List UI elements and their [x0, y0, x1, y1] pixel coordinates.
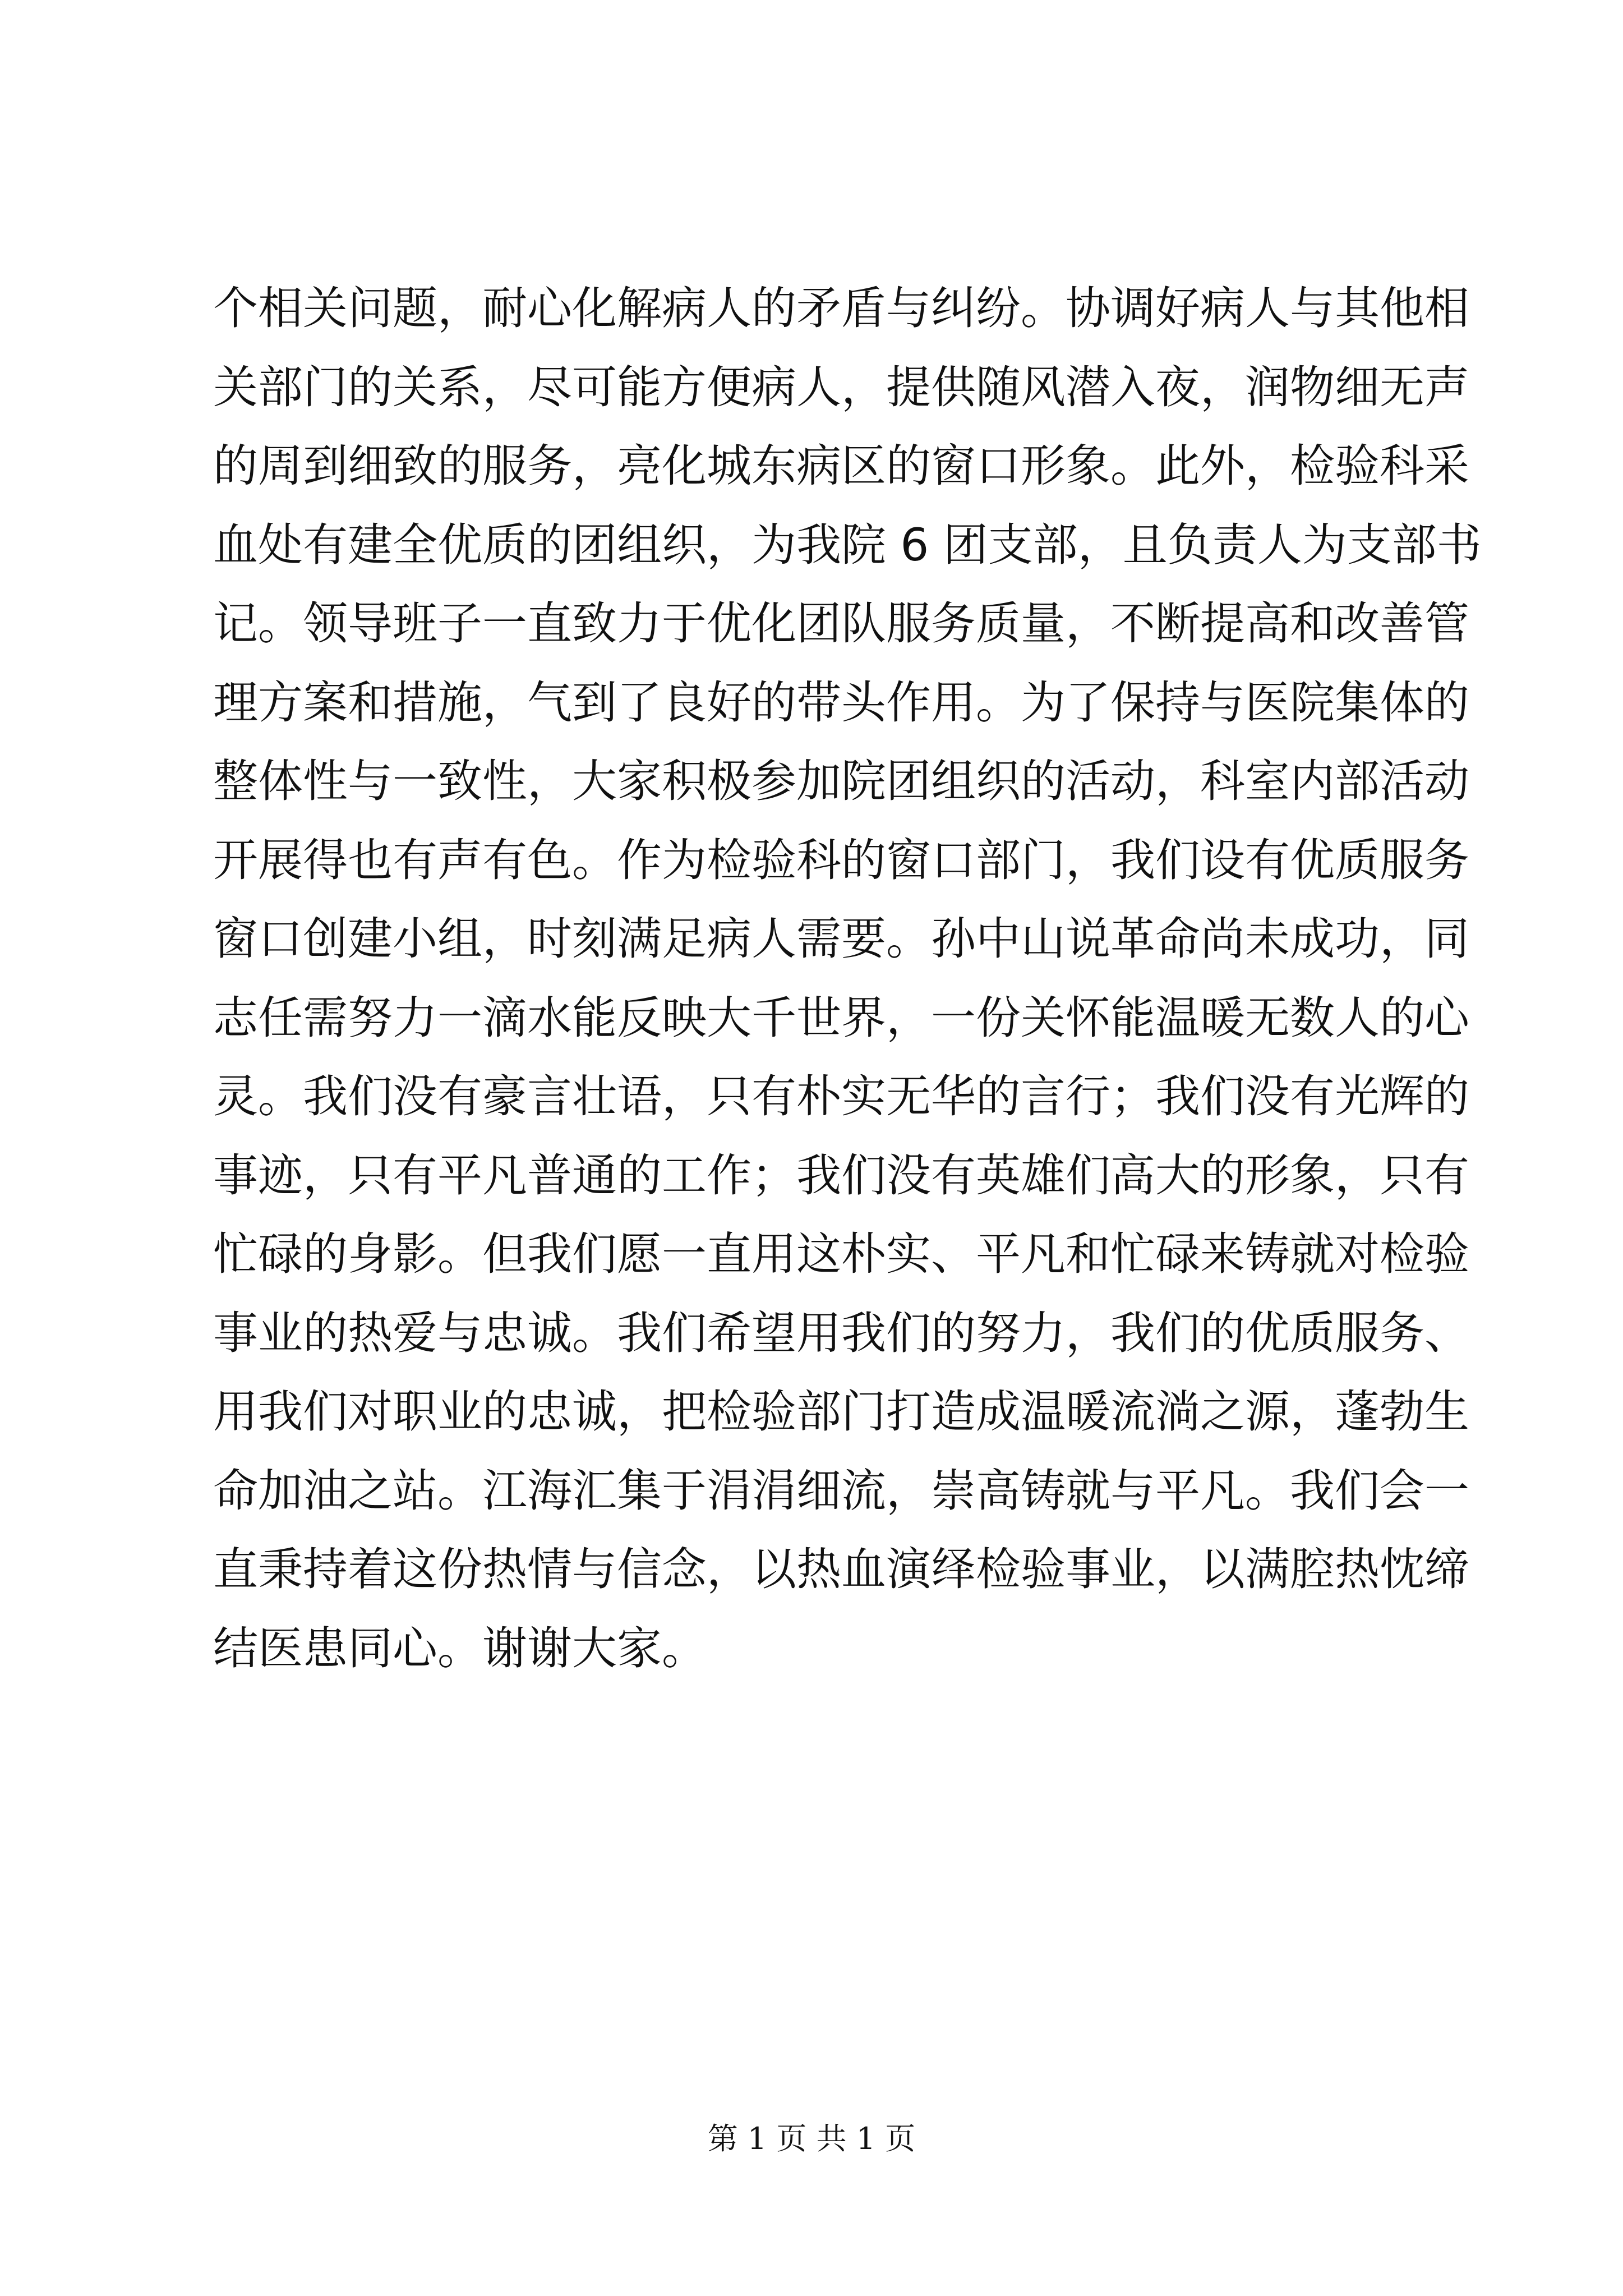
text-line: 个相关问题，耐心化解病人的矛盾与纠纷。协调好病人与其他相: [213, 282, 1469, 334]
text-line: 事业的热爱与忠诚。我们希望用我们的努力，我们的优质服务、: [213, 1306, 1469, 1359]
text-line: 事迹，只有平凡普通的工作；我们没有英雄们高大的形象，只有: [213, 1149, 1469, 1202]
text-line: 整体性与一致性，大家积极参加院团组织的活动，科室内部活动: [213, 755, 1469, 807]
text-line: 窗口创建小组，时刻满足病人需要。孙中山说革命尚未成功，同: [213, 913, 1469, 965]
text-line: 结医患同心。谢谢大家。: [213, 1622, 707, 1674]
page-number-footer: 第 1 页 共 1 页: [707, 2121, 916, 2156]
text-line: 直秉持着这份热情与信念，以热血演绎检验事业，以满腔热忱缔: [213, 1543, 1469, 1595]
text-line: 关部门的关系，尽可能方便病人，提供随风潜入夜，润物细无声: [213, 361, 1469, 413]
body-text: [213, 269, 1482, 1688]
text-line: 记。领导班子一直致力于优化团队服务质量，不断提高和改善管: [213, 597, 1469, 650]
text-line: 的周到细致的服务，亮化城东病区的窗口形象。此外，检验科采: [213, 440, 1469, 492]
text-line: 开展得也有声有色。作为检验科的窗口部门，我们设有优质服务: [213, 834, 1469, 886]
text-line: 理方案和措施，气到了良好的带头作用。为了保持与医院集体的: [213, 676, 1469, 729]
text-line: 命加油之站。江海汇集于涓涓细流，崇高铸就与平凡。我们会一: [213, 1464, 1469, 1517]
text-line: 血处有建全优质的团组织，为我院 6 团支部，且负责人为支部书: [213, 518, 1482, 571]
text-line: 用我们对职业的忠诚，把检验部门打造成温暖流淌之源，蓬勃生: [213, 1386, 1469, 1438]
text-line: 忙碌的身影。但我们愿一直用这朴实、平凡和忙碌来铸就对检验: [213, 1228, 1469, 1280]
text-line: 志任需努力一滴水能反映大千世界，一份关怀能温暖无数人的心: [213, 991, 1469, 1044]
text-line: 灵。我们没有豪言壮语，只有朴实无华的言行；我们没有光辉的: [213, 1070, 1469, 1122]
